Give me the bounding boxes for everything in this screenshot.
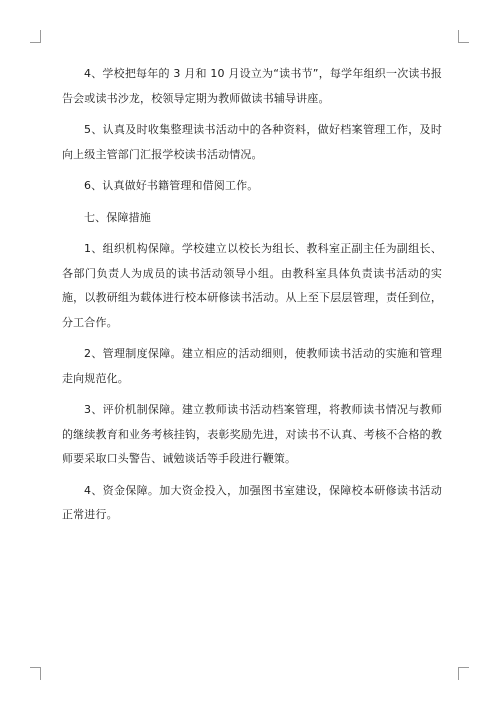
document-body (62, 62, 442, 528)
crop-mark-bottom-right (458, 667, 469, 680)
paragraph-archive-management: 5、认真及时收集整理读书活动中的各种资料，做好档案管理工作，及时向上级主管部门汇报学校读书活动情况。 (62, 123, 442, 161)
paragraph-evaluation-safeguard: 3、评价机制保障。建立教师读书活动档案管理，将教师读书情况与教师的继续教育和业务考核挂钩，表彰奖励先进，对读书不认真、考核不合格的教师要采取口头警告、诫勉谈话等手段进行鞭策。 (62, 403, 442, 465)
paragraph-reading-festival: 4、学校把每年的 3 月和 10 月设立为“读书节”，每学年组织一次读书报告会或读书沙龙，校领导定期为教师做读书辅导讲座。 (62, 67, 442, 105)
crop-mark-bottom-left (30, 667, 41, 680)
paragraph-book-lending: 6、认真做好书籍管理和借阅工作。 (84, 179, 259, 192)
crop-mark-top-left (30, 30, 41, 43)
paragraph-organization-safeguard: 1、组织机构保障。学校建立以校长为组长、教科室正副主任为副组长、各部门负责人为成员的读书活动领导小组。由教科室具体负责读书活动的实施，以教研组为载体进行校本研修读书活动。从上至下层层管理，责任到位，分工合作。 (62, 242, 442, 329)
paragraph-funding-safeguard: 4、资金保障。加大资金投入，加强图书室建设，保障校本研修读书活动正常进行。 (62, 483, 442, 521)
section-heading-safeguards: 七、保障措施 (84, 210, 151, 224)
crop-mark-top-right (458, 30, 469, 43)
paragraph-management-safeguard: 2、管理制度保障。建立相应的活动细则，使教师读书活动的实施和管理走向规范化。 (62, 347, 442, 385)
